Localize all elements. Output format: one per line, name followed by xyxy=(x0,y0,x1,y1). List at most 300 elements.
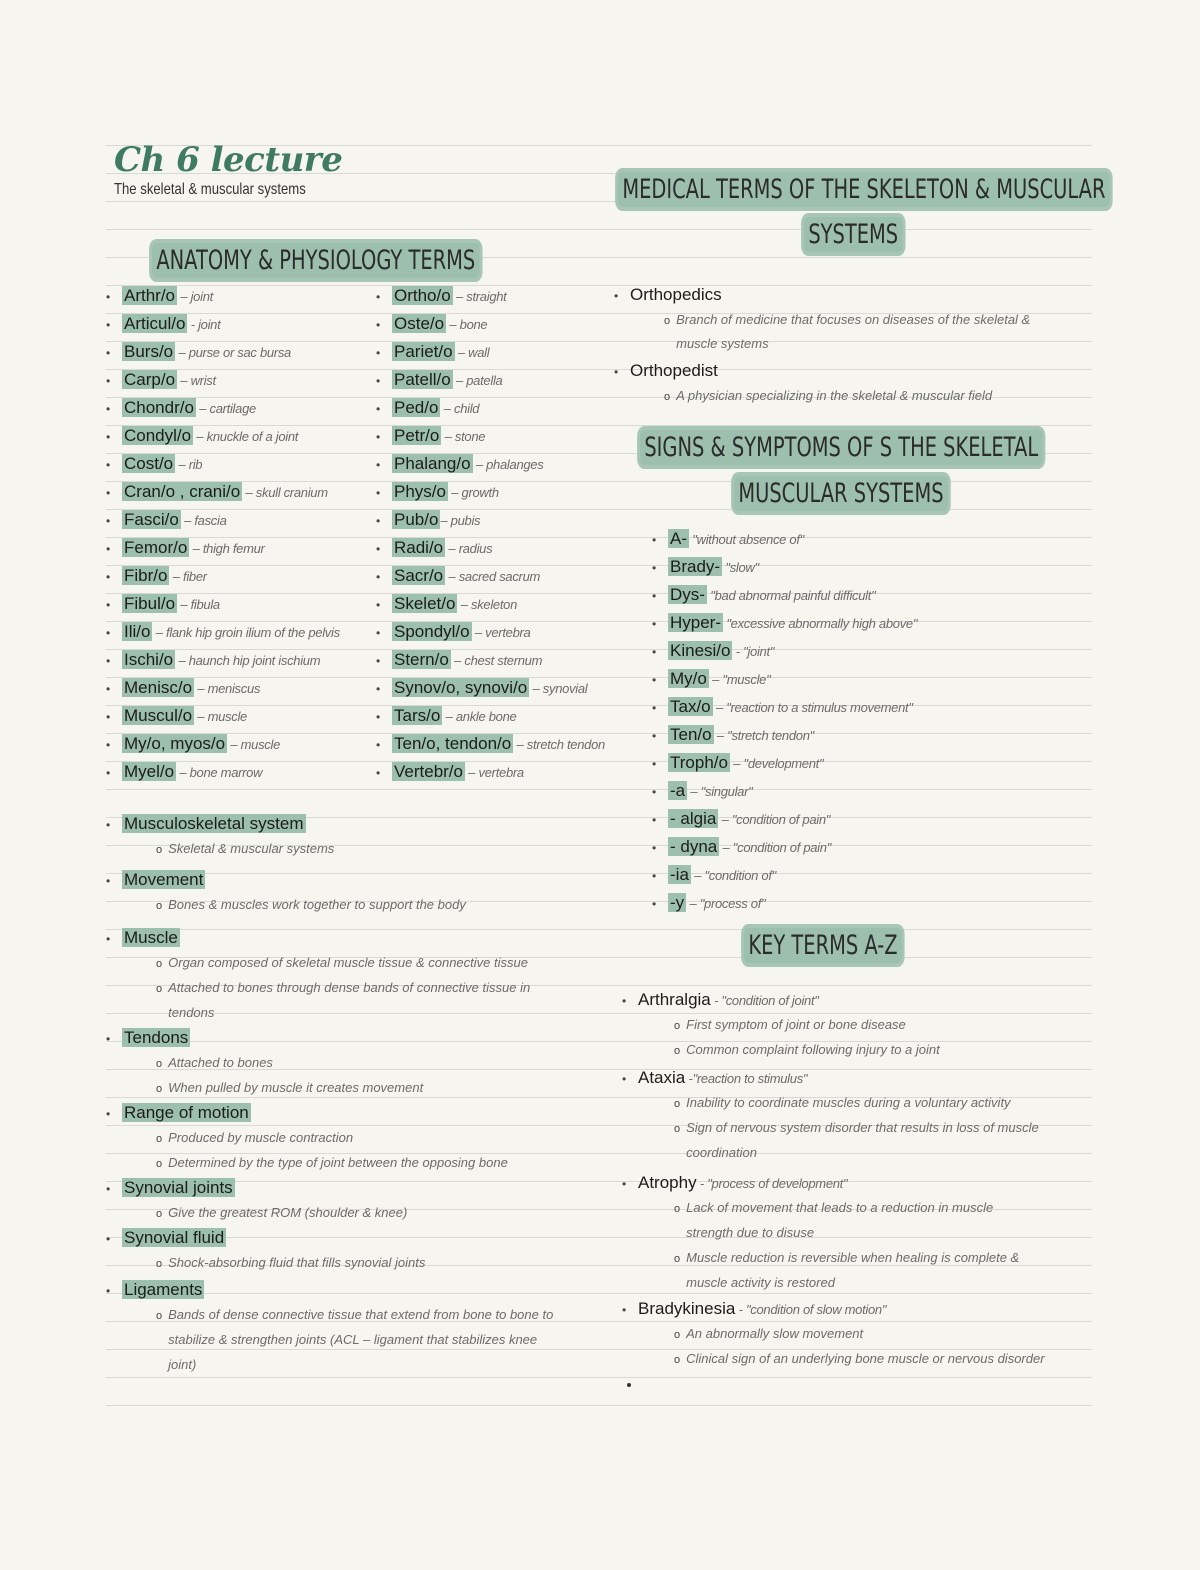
bullet: • xyxy=(652,533,657,547)
list-item xyxy=(106,678,260,699)
list-item xyxy=(376,426,485,447)
keyterms-header: KEY TERMS A-Z xyxy=(744,928,902,963)
list-item xyxy=(106,286,213,307)
sub-text: stabilize & strengthen joints (ACL – ligament that stabilizes knee xyxy=(168,1332,538,1347)
term-label: Articul/o xyxy=(124,314,186,333)
list-item xyxy=(376,314,487,335)
sub-bullet: o xyxy=(156,1158,163,1170)
sub-bullet: o xyxy=(156,983,163,995)
bullet: • xyxy=(376,402,381,416)
list-item xyxy=(652,809,830,830)
term-label: Orthopedics xyxy=(630,285,722,304)
bullet: • xyxy=(652,589,657,603)
bullet: • xyxy=(106,710,111,724)
term-definition: "slow" xyxy=(722,560,759,575)
term-label: Sacr/o xyxy=(394,566,444,585)
term-label: Troph/o xyxy=(670,753,728,772)
term-label: Patell/o xyxy=(394,370,451,389)
list-item xyxy=(106,510,227,531)
term-definition: – muscle xyxy=(227,737,281,752)
bullet: • xyxy=(106,1107,111,1121)
list-item xyxy=(622,990,819,1011)
sub-text: joint) xyxy=(168,1357,197,1372)
sub-item xyxy=(156,1327,537,1354)
bullet: • xyxy=(622,1177,627,1191)
bullet: • xyxy=(106,346,111,360)
sub-text: Inability to coordinate muscles during a voluntary activity xyxy=(686,1095,1011,1110)
bullet: • xyxy=(106,626,111,640)
bullet: • xyxy=(106,514,111,528)
sub-item xyxy=(674,1195,993,1222)
list-item xyxy=(106,314,220,335)
sub-text: strength due to disuse xyxy=(686,1225,815,1240)
sub-bullet: o xyxy=(674,1123,681,1135)
list-item xyxy=(376,566,540,587)
sub-item xyxy=(156,1352,196,1379)
sub-text: First symptom of joint or bone disease xyxy=(686,1017,906,1032)
bullet: • xyxy=(106,318,111,332)
list-item xyxy=(376,286,507,307)
sub-bullet: o xyxy=(156,844,163,856)
sub-text: Attached to bones xyxy=(168,1055,273,1070)
term-label: Femor/o xyxy=(124,538,188,557)
bullet: • xyxy=(106,1232,111,1246)
term-label: Orthopedist xyxy=(630,361,718,380)
sub-item xyxy=(674,1090,1011,1117)
bullet: • xyxy=(106,766,111,780)
sub-item xyxy=(664,331,769,358)
bullet: • xyxy=(376,542,381,556)
sub-text: Muscle reduction is reversible when healing is complete & xyxy=(686,1250,1020,1265)
term-label: Condyl/o xyxy=(124,426,192,445)
term-definition: – phalanges xyxy=(472,457,544,472)
list-item xyxy=(106,342,291,363)
sub-text: Organ composed of skeletal muscle tissue & connective tissue xyxy=(168,955,528,970)
term-label: Synov/o, synovi/o xyxy=(394,678,528,697)
bullet: • xyxy=(652,673,657,687)
list-item xyxy=(376,510,480,531)
term-definition: – skeleton xyxy=(457,597,518,612)
term-definition: – skull cranium xyxy=(242,485,328,500)
bullet: • xyxy=(106,1182,111,1196)
list-item xyxy=(652,669,770,690)
term-definition: – wall xyxy=(454,345,490,360)
term-definition: - "condition of slow motion" xyxy=(735,1302,887,1317)
page-title: Ch 6 lecture xyxy=(114,140,343,180)
sub-text: Bones & muscles work together to support the body xyxy=(168,897,466,912)
term-definition: – bone xyxy=(446,317,488,332)
list-item xyxy=(106,426,298,447)
term-label: Oste/o xyxy=(394,314,445,333)
list-item xyxy=(376,398,479,419)
term-definition: – radius xyxy=(445,541,493,556)
bullet: • xyxy=(376,766,381,780)
bullet: • xyxy=(622,994,627,1008)
term-definition: – stone xyxy=(441,429,486,444)
list-item xyxy=(106,594,220,615)
term-label: Range of motion xyxy=(124,1103,249,1122)
bullet: • xyxy=(106,542,111,556)
list-item xyxy=(106,370,216,391)
term-label: Bradykinesia xyxy=(638,1299,736,1318)
sub-text: Skeletal & muscular systems xyxy=(168,841,335,856)
list-item xyxy=(652,585,875,606)
sub-item xyxy=(156,1250,425,1277)
sub-bullet: o xyxy=(664,391,671,403)
bullet: • xyxy=(376,570,381,584)
bullet: • xyxy=(652,701,657,715)
sub-item xyxy=(156,1000,214,1027)
sub-text: Sign of nervous system disorder that results in loss of muscle xyxy=(686,1120,1039,1135)
list-item xyxy=(376,342,489,363)
signs-header-line1: SIGNS & SYMPTOMS OF S THE SKELETAL xyxy=(640,430,1042,465)
bullet: • xyxy=(106,598,111,612)
sub-bullet: o xyxy=(156,1133,163,1145)
term-definition: – vertebra xyxy=(465,765,524,780)
bullet: • xyxy=(376,514,381,528)
bullet: • xyxy=(106,458,111,472)
term-definition: -"reaction to stimulus" xyxy=(685,1071,808,1086)
term-label: Radi/o xyxy=(394,538,444,557)
term-label: Muscul/o xyxy=(124,706,193,725)
term-label: Pariet/o xyxy=(394,342,453,361)
term-label: Tax/o xyxy=(670,697,711,716)
term-definition: – stretch tendon xyxy=(513,737,605,752)
term-label: Dys- xyxy=(670,585,705,604)
bullet: • xyxy=(652,897,657,911)
term-definition: – "process of" xyxy=(686,896,766,911)
sub-item xyxy=(674,1321,863,1348)
sub-bullet: o xyxy=(156,1083,163,1095)
list-item xyxy=(614,361,718,382)
list-item xyxy=(106,928,180,949)
term-definition: – "stretch tendon" xyxy=(713,728,814,743)
term-definition: – purse or sac bursa xyxy=(175,345,291,360)
sub-item xyxy=(156,1302,553,1329)
list-item xyxy=(652,837,831,858)
list-item xyxy=(106,566,207,587)
term-label: Musculoskeletal system xyxy=(124,814,304,833)
sub-bullet: o xyxy=(156,958,163,970)
term-definition: – child xyxy=(440,401,480,416)
term-label: Pub/o xyxy=(394,510,439,529)
term-label: -a xyxy=(670,781,686,800)
sub-text: Bands of dense connective tissue that extend from bone to bone to xyxy=(168,1307,554,1322)
term-label: Phalang/o xyxy=(394,454,471,473)
list-item xyxy=(106,870,205,891)
signs-header-line2: MUSCULAR SYSTEMS xyxy=(734,476,948,511)
sub-text: Common complaint following injury to a joint xyxy=(686,1042,940,1057)
term-label: Atrophy xyxy=(638,1173,697,1192)
sub-bullet: o xyxy=(156,1258,163,1270)
bullet: • xyxy=(106,1032,111,1046)
term-definition: – fibula xyxy=(177,597,220,612)
list-item xyxy=(376,482,499,503)
sub-bullet: o xyxy=(674,1098,681,1110)
sub-text: When pulled by muscle it creates movement xyxy=(168,1080,424,1095)
term-definition: – growth xyxy=(447,485,499,500)
bullet: • xyxy=(622,1303,627,1317)
list-item xyxy=(652,529,804,550)
sub-item xyxy=(664,383,992,410)
bullet: • xyxy=(376,598,381,612)
term-label: Spondyl/o xyxy=(394,622,470,641)
list-item xyxy=(106,1228,226,1249)
list-item xyxy=(106,1028,190,1049)
sub-item xyxy=(156,1200,407,1227)
bullet: • xyxy=(652,645,657,659)
bullet: • xyxy=(376,682,381,696)
term-label: Tars/o xyxy=(394,706,441,725)
bullet: • xyxy=(652,561,657,575)
bullet: • xyxy=(652,869,657,883)
list-item xyxy=(652,725,814,746)
list-item xyxy=(376,734,605,755)
bullet: • xyxy=(106,738,111,752)
sub-item xyxy=(674,1346,1045,1373)
term-definition: – knuckle of a joint xyxy=(193,429,299,444)
sub-bullet: o xyxy=(674,1253,681,1265)
bullet: • xyxy=(376,430,381,444)
term-definition: – cartilage xyxy=(195,401,256,416)
sub-bullet: o xyxy=(156,1310,163,1322)
bullet: • xyxy=(376,290,381,304)
term-label: Menisc/o xyxy=(124,678,193,697)
list-item xyxy=(106,706,247,727)
list-item xyxy=(622,1068,807,1089)
bullet: • xyxy=(652,729,657,743)
term-label: A- xyxy=(670,529,687,548)
medical-header-line1: MEDICAL TERMS OF THE SKELETON & MUSCULAR xyxy=(618,172,1110,207)
term-label: - algia xyxy=(670,809,717,828)
term-label: My/o xyxy=(670,669,707,688)
term-label: Myel/o xyxy=(124,762,175,781)
empty-bullet xyxy=(627,1383,631,1387)
bullet: • xyxy=(106,682,111,696)
bullet: • xyxy=(106,654,111,668)
term-definition: – "condition of pain" xyxy=(719,840,832,855)
sub-bullet: o xyxy=(664,315,671,327)
bullet: • xyxy=(376,346,381,360)
sub-bullet: o xyxy=(156,1208,163,1220)
list-item xyxy=(622,1299,886,1320)
term-definition: – wrist xyxy=(177,373,216,388)
list-item xyxy=(652,641,774,662)
term-definition: – thigh femur xyxy=(189,541,265,556)
bullet: • xyxy=(376,626,381,640)
list-item xyxy=(652,613,917,634)
sub-bullet: o xyxy=(674,1020,681,1032)
term-label: Ataxia xyxy=(638,1068,686,1087)
sub-item xyxy=(156,1075,423,1102)
list-item xyxy=(376,762,524,783)
sub-text: Produced by muscle contraction xyxy=(168,1130,354,1145)
term-label: Fasci/o xyxy=(124,510,179,529)
list-item xyxy=(376,650,542,671)
list-item xyxy=(652,865,776,886)
sub-bullet: o xyxy=(674,1045,681,1057)
term-label: Carp/o xyxy=(124,370,176,389)
bullet: • xyxy=(376,654,381,668)
sub-text: muscle systems xyxy=(676,336,769,351)
term-definition: - "condition of joint" xyxy=(710,993,819,1008)
term-label: Synovial joints xyxy=(124,1178,233,1197)
list-item xyxy=(622,1173,847,1194)
sub-item xyxy=(156,1050,273,1077)
bullet: • xyxy=(652,617,657,631)
list-item xyxy=(376,594,517,615)
term-label: My/o, myos/o xyxy=(124,734,226,753)
term-label: Fibul/o xyxy=(124,594,176,613)
term-definition: – "condition of pain" xyxy=(718,812,831,827)
list-item xyxy=(106,650,320,671)
term-definition: – ankle bone xyxy=(442,709,517,724)
list-item xyxy=(106,814,306,835)
term-definition: – pubis xyxy=(440,513,481,528)
list-item xyxy=(376,538,492,559)
medical-header-line2: SYSTEMS xyxy=(804,217,902,252)
sub-text: A physician specializing in the skeletal & muscular field xyxy=(676,388,993,403)
term-label: Ten/o xyxy=(670,725,712,744)
sub-item xyxy=(156,950,528,977)
list-item xyxy=(376,370,502,391)
term-label: Petr/o xyxy=(394,426,440,445)
bullet: • xyxy=(106,374,111,388)
sub-item xyxy=(674,1245,1019,1272)
list-item xyxy=(376,706,516,727)
bullet: • xyxy=(376,710,381,724)
sub-item xyxy=(156,1125,353,1152)
term-definition: – "singular" xyxy=(687,784,753,799)
sub-bullet: o xyxy=(674,1354,681,1366)
bullet: • xyxy=(652,841,657,855)
sub-text: Give the greatest ROM (shoulder & knee) xyxy=(168,1205,408,1220)
term-label: Ten/o, tendon/o xyxy=(394,734,512,753)
term-definition: – patella xyxy=(452,373,503,388)
term-label: - dyna xyxy=(670,837,718,856)
term-label: Cost/o xyxy=(124,454,174,473)
term-definition: – sacred sacrum xyxy=(445,569,541,584)
term-definition: – joint xyxy=(177,289,213,304)
sub-text: tendons xyxy=(168,1005,215,1020)
sub-text: Lack of movement that leads to a reduction in muscle xyxy=(686,1200,994,1215)
list-item xyxy=(652,697,913,718)
list-item xyxy=(106,762,262,783)
bullet: • xyxy=(106,818,111,832)
sub-item xyxy=(674,1012,906,1039)
term-definition: – haunch hip joint ischium xyxy=(175,653,321,668)
term-label: Kinesi/o xyxy=(670,641,731,660)
list-item xyxy=(652,753,823,774)
bullet: • xyxy=(106,402,111,416)
bullet: • xyxy=(106,486,111,500)
term-definition: – rib xyxy=(175,457,203,472)
bullet: • xyxy=(652,813,657,827)
term-definition: – straight xyxy=(452,289,507,304)
list-item xyxy=(106,482,328,503)
bullet: • xyxy=(652,785,657,799)
bullet: • xyxy=(376,486,381,500)
term-definition: - joint xyxy=(187,317,221,332)
bullet: • xyxy=(614,289,619,303)
list-item xyxy=(106,398,256,419)
page-subtitle: The skeletal & muscular systems xyxy=(114,181,306,198)
term-definition: – "reaction to a stimulus movement" xyxy=(712,700,913,715)
term-definition: – fiber xyxy=(169,569,207,584)
list-item xyxy=(652,781,752,802)
term-label: Ili/o xyxy=(124,622,151,641)
list-item xyxy=(106,1103,251,1124)
sub-bullet: o xyxy=(156,1058,163,1070)
term-label: Ped/o xyxy=(394,398,439,417)
sub-text: Determined by the type of joint between the opposing bone xyxy=(168,1155,508,1170)
term-label: -y xyxy=(670,893,685,912)
term-definition: – "development" xyxy=(729,756,824,771)
term-label: Stern/o xyxy=(394,650,449,669)
list-item xyxy=(106,622,340,643)
term-label: Fibr/o xyxy=(124,566,168,585)
list-item xyxy=(106,1178,235,1199)
term-label: Tendons xyxy=(124,1028,189,1047)
list-item xyxy=(614,285,722,306)
list-item xyxy=(106,538,265,559)
term-label: Ischi/o xyxy=(124,650,174,669)
term-label: Arthr/o xyxy=(124,286,176,305)
bullet: • xyxy=(652,757,657,771)
term-label: Burs/o xyxy=(124,342,174,361)
term-label: Vertebr/o xyxy=(394,762,463,781)
list-item xyxy=(106,1280,204,1301)
list-item xyxy=(106,734,280,755)
list-item xyxy=(376,454,543,475)
sub-bullet: o xyxy=(674,1203,681,1215)
term-definition: – synovial xyxy=(529,681,588,696)
term-definition: - "process of development" xyxy=(696,1176,848,1191)
list-item xyxy=(652,893,765,914)
sub-text: coordination xyxy=(686,1145,757,1160)
term-definition: - "joint" xyxy=(732,644,775,659)
term-definition: – "condition of" xyxy=(690,868,776,883)
bullet: • xyxy=(614,365,619,379)
term-label: Arthralgia xyxy=(638,990,711,1009)
term-label: Synovial fluid xyxy=(124,1228,225,1247)
term-definition: – chest sternum xyxy=(450,653,543,668)
bullet: • xyxy=(106,1284,111,1298)
list-item xyxy=(652,557,759,578)
term-definition: – flank hip groin ilium of the pelvis xyxy=(152,625,340,640)
term-label: Phys/o xyxy=(394,482,446,501)
bullet: • xyxy=(622,1072,627,1086)
sub-text: Attached to bones through dense bands of connective tissue in xyxy=(168,980,531,995)
term-definition: – fascia xyxy=(180,513,227,528)
sub-text: Shock-absorbing fluid that fills synovial joints xyxy=(168,1255,426,1270)
term-definition: – vertebra xyxy=(471,625,531,640)
term-definition: – muscle xyxy=(194,709,247,724)
term-definition: – "muscle" xyxy=(708,672,771,687)
bullet: • xyxy=(106,874,111,888)
sub-text: Clinical sign of an underlying bone muscle or nervous disorder xyxy=(686,1351,1045,1366)
bullet: • xyxy=(376,374,381,388)
sub-item xyxy=(674,1037,940,1064)
sub-item xyxy=(674,1115,1039,1142)
list-item xyxy=(376,622,530,643)
sub-item xyxy=(664,307,1030,334)
term-label: Chondr/o xyxy=(124,398,194,417)
bullet: • xyxy=(106,290,111,304)
list-item xyxy=(376,678,587,699)
term-label: -ia xyxy=(670,865,689,884)
sub-text: Branch of medicine that focuses on diseases of the skeletal & xyxy=(676,312,1031,327)
